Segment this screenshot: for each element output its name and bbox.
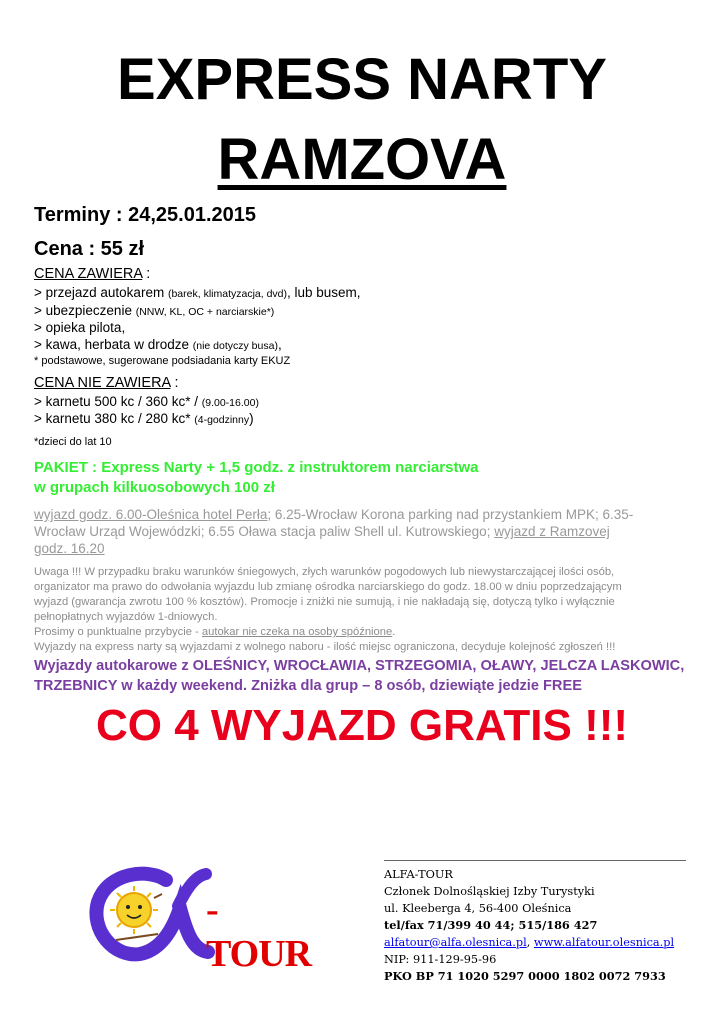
excludes-item-text: > karnetu 380 kc / 280 kc*	[34, 411, 191, 426]
includes-item-note: (barek, klimatyzacja, dvd)	[167, 288, 288, 300]
includes-item-text: > ubezpieczenie	[34, 303, 132, 318]
schedule-stops-2: Wrocław Urząd Wojewódzki; 6.55 Oława stacja paliw Shell ul. Kutrowskiego;	[34, 524, 495, 539]
includes-item-text: > przejazd autokarem	[34, 285, 165, 300]
package-line-1: PAKIET : Express Narty + 1,5 godz. z instruktorem narciarstwa	[34, 459, 479, 476]
notice-line: organizator ma prawo do odwołania wyjazdu lub zmianę ośrodka narciarskiego do godz. 18.00 w dniu poprzedzającym	[34, 581, 622, 593]
website-link[interactable]: www.alfatour.olesnica.pl	[533, 936, 675, 949]
title-line-1: EXPRESS NARTY	[117, 47, 607, 112]
title-line-2	[0, 128, 724, 192]
includes-colon: :	[142, 266, 151, 282]
notice-line	[34, 625, 395, 640]
includes-item-note: (nie dotyczy busa)	[192, 340, 278, 352]
includes-item-tail: , lub busem,	[287, 285, 361, 300]
contact-member: Członek Dolnośląskiej Izby Turystyki	[384, 885, 595, 898]
notice-text: Prosimy o punktualne przybycie -	[34, 626, 202, 638]
price: Cena : 55 zł	[34, 238, 145, 260]
excludes-heading-row	[34, 375, 179, 392]
includes-footnote: * podstawowe, sugerowane podsiadania karty EKUZ	[34, 355, 291, 367]
contact-phone: tel/fax 71/399 40 44; 515/186 427	[384, 918, 598, 932]
schedule-line-3	[34, 540, 105, 557]
excludes-item	[34, 410, 254, 429]
notice-line: Wyjazdy na express narty są wyjazdami z wolnego naboru - ilość miejsc ograniczona, decyduje kolejność zgłoszeń !!!	[34, 641, 616, 653]
kids-note: *dzieci do lat 10	[34, 436, 112, 448]
notice-line: Uwaga !!! W przypadku braku warunków śniegowych, złych warunków pogodowych lub niewystarczającej ilości osób,	[34, 566, 615, 578]
notice-line: pełnopłatnych wyjazdów 1-dniowych.	[34, 611, 218, 623]
excludes-colon: :	[170, 375, 179, 391]
title-line-2-text: RAMZOVA	[217, 127, 507, 192]
schedule-first-stop: wyjazd godz. 6.00-Oleśnica hotel Perła	[34, 507, 268, 522]
includes-item	[34, 284, 361, 303]
notice-text: .	[392, 626, 396, 638]
notice-punctuality: autokar nie czeka na osoby spóźnione	[201, 626, 393, 638]
includes-item-tail: ,	[277, 337, 282, 352]
departures-line-2: TRZEBNICY w każdy weekend. Zniżka dla grup – 8 osób, dziewiąte jedzie FREE	[34, 678, 582, 694]
excludes-item-note: (9.00-16.00)	[201, 397, 259, 409]
includes-item	[34, 319, 125, 336]
departures-line-1: Wyjazdy autokarowe z OLEŚNICY, WROCŁAWIA, STRZEGOMIA, OŁAWY, JELCZA LASKOWIC,	[34, 658, 685, 674]
terms: Terminy : 24,25.01.2015	[34, 204, 256, 226]
contact-links	[384, 934, 674, 952]
contact-name: ALFA-TOUR	[384, 868, 453, 881]
excludes-item-note: (4-godzinny	[194, 414, 250, 426]
logo	[88, 858, 318, 975]
includes-heading-row	[34, 266, 150, 283]
schedule-return: wyjazd z Ramzovej	[494, 524, 610, 539]
schedule-line-1	[34, 506, 633, 523]
logo-text: -TOUR	[206, 889, 312, 975]
promo-banner: CO 4 WYJAZD GRATIS !!!	[95, 701, 629, 750]
schedule-stops: ; 6.25-Wrocław Korona parking nad przystankiem MPK; 6.35-	[267, 507, 634, 522]
excludes-item-tail: )	[249, 411, 254, 426]
contact-link-separator: ,	[526, 936, 534, 949]
includes-item-text: > opieka pilota,	[34, 320, 126, 335]
contact-separator	[384, 860, 686, 861]
contact-address: ul. Kleeberga 4, 56-400 Oleśnica	[384, 902, 572, 915]
email-link[interactable]: alfatour@alfa.olesnica.pl	[384, 936, 527, 949]
includes-item-text: > kawa, herbata w drodze	[34, 337, 189, 352]
excludes-item-text: > karnetu 500 kc / 360 kc* /	[34, 394, 198, 409]
schedule-line-2	[34, 523, 610, 540]
contact-nip: NIP: 911-129-95-96	[384, 953, 497, 966]
includes-item-note: (NNW, KL, OC + narciarskie*)	[135, 306, 275, 318]
schedule-return-time: godz. 16.20	[34, 541, 105, 556]
contact-bank: PKO BP 71 1020 5297 0000 1802 0072 7933	[384, 969, 666, 983]
excludes-heading: CENA NIE ZAWIERA	[34, 375, 171, 391]
includes-heading: CENA ZAWIERA	[34, 266, 143, 282]
package-line-2: w grupach kilkuosobowych 100 zł	[34, 479, 275, 496]
notice-line: wyjazd (gwarancja zwrotu 100 % kosztów). Promocje i zniżki nie sumują, i nie nakładają się, dotyczą tylko i wyłącznie	[34, 596, 615, 608]
